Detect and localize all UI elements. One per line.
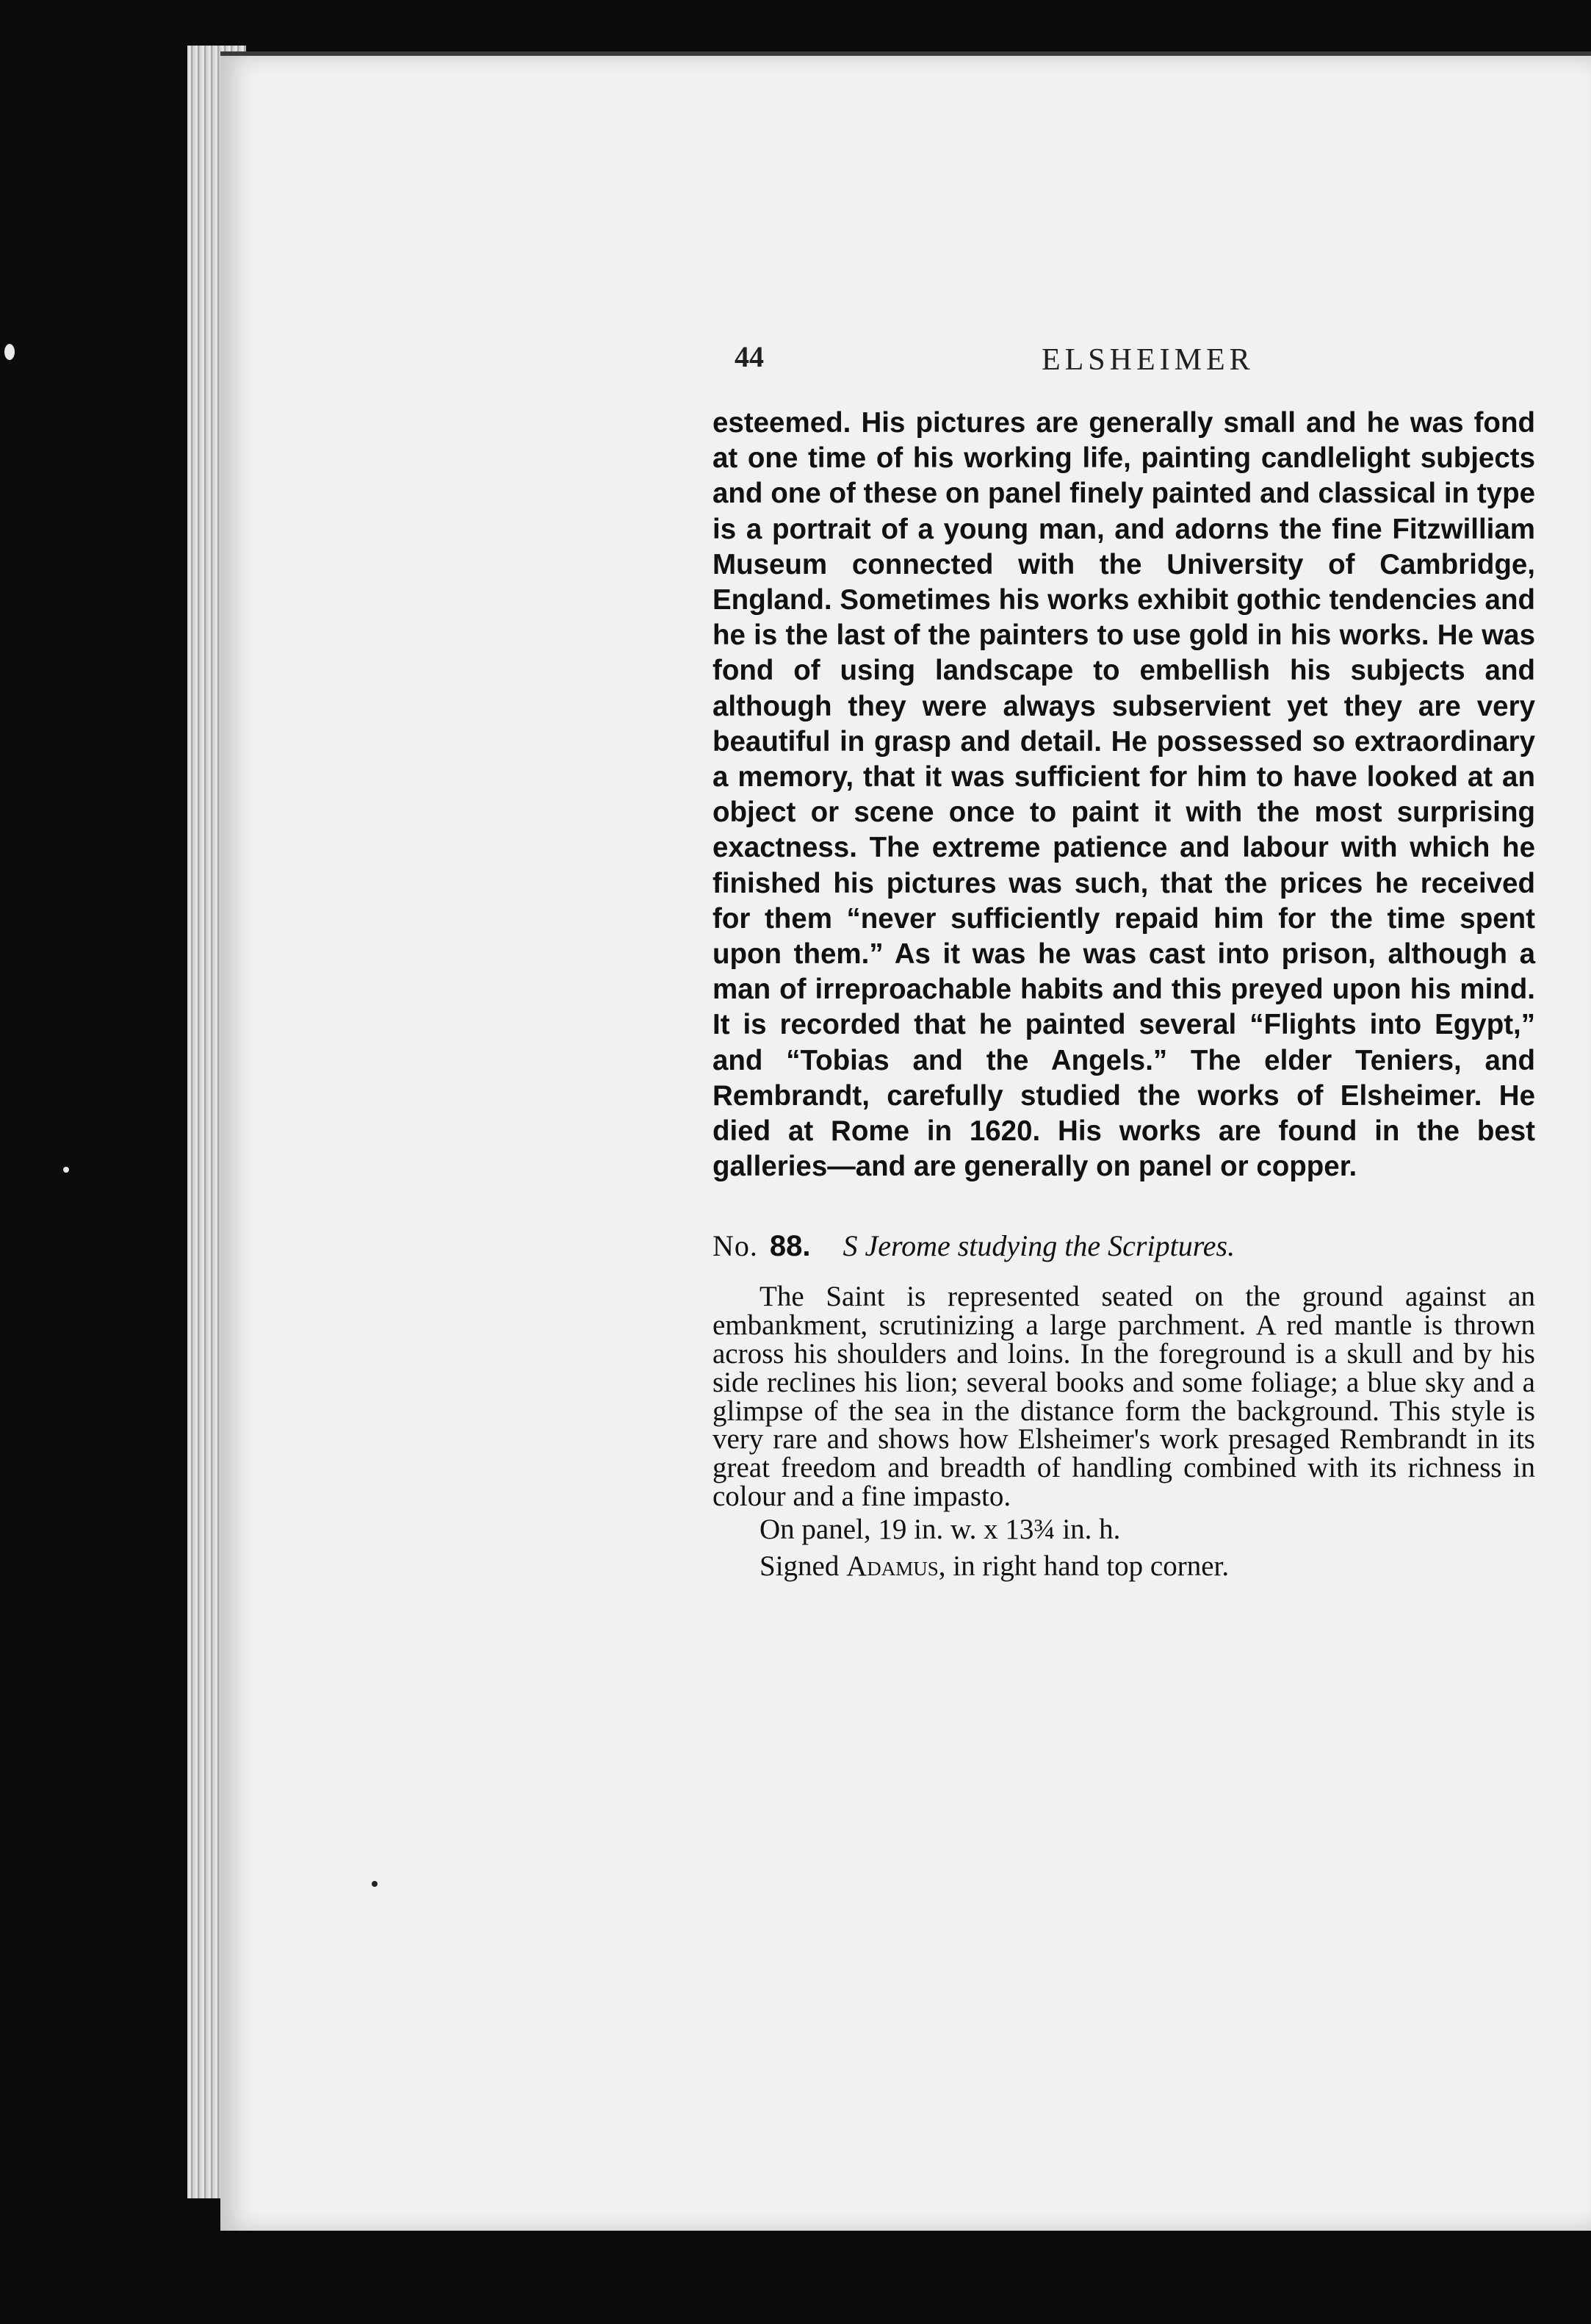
entry-title: S Jerome studying the Scriptures. [843,1229,1235,1263]
entry-signature [712,1548,1535,1585]
signature-suffix: , in right hand top corner. [938,1550,1230,1582]
signature-prefix: Signed [760,1550,840,1582]
entry-heading [712,1228,1535,1264]
entry-no-label: No. [712,1229,758,1263]
entry-dimensions: On panel, 19 in. w. x 13¾ in. h. [760,1513,1121,1545]
running-head: ELSHEIMER [1042,343,1255,377]
text-block [712,406,1535,1585]
paper-speck [372,1881,378,1887]
entry-number: 88. [769,1230,811,1263]
edge-speck [63,1167,69,1173]
signature-name: Adamus [846,1550,939,1582]
page-number: 44 [735,340,764,373]
entry-description: The Saint is represented seated on the ground against an embankment, scrutinizing a large parchment. A red mantle is thrown across his shoulders and loins. In the foreground is a skull and by his side reclines his lion; several books and some foliage; a blue sky and a glimpse of the sea in the distance form the background. This style is very rare and shows how Elsheimer's work presaged Rembrandt in its great freedom and breadth of handling combined with its richness in colour and a fine impasto. [712,1281,1535,1513]
body-paragraph: esteemed. His pictures are generally small and he was fond at one time of his working life, painting candlelight subjects and one of these on panel finely painted and classical in type is a portrait of a young man, and adorns the fine Fitzwilliam Museum connected with the University of Cambridge, England. Sometimes his works exhibit gothic tendencies and he is the last of the painters to use gold in his works. He was fond of using landscape to embellish his subjects and although they were always subservient yet they are very beautiful in grasp and detail. He possessed so extraordinary a memory, that it was sufficient for him to have looked at an object or scene once to paint it with the most surprising exactness. The extreme patience and labour with which he finished his pictures was such, that the prices he received for them “never sufficiently repaid him for the time spent upon them.” As it was he was cast into prison, although a man of irreproachable habits and this preyed upon his mind. It is recorded that he painted several “Flights into Egypt,” and “Tobias and the Angels.” The elder Teniers, and Rembrandt, carefully studied the works of Elsheimer. He died at Rome in 1620. His works are found in the best galleries—and are generally on panel or copper. [712,407,1535,1183]
edge-speck [4,344,15,360]
